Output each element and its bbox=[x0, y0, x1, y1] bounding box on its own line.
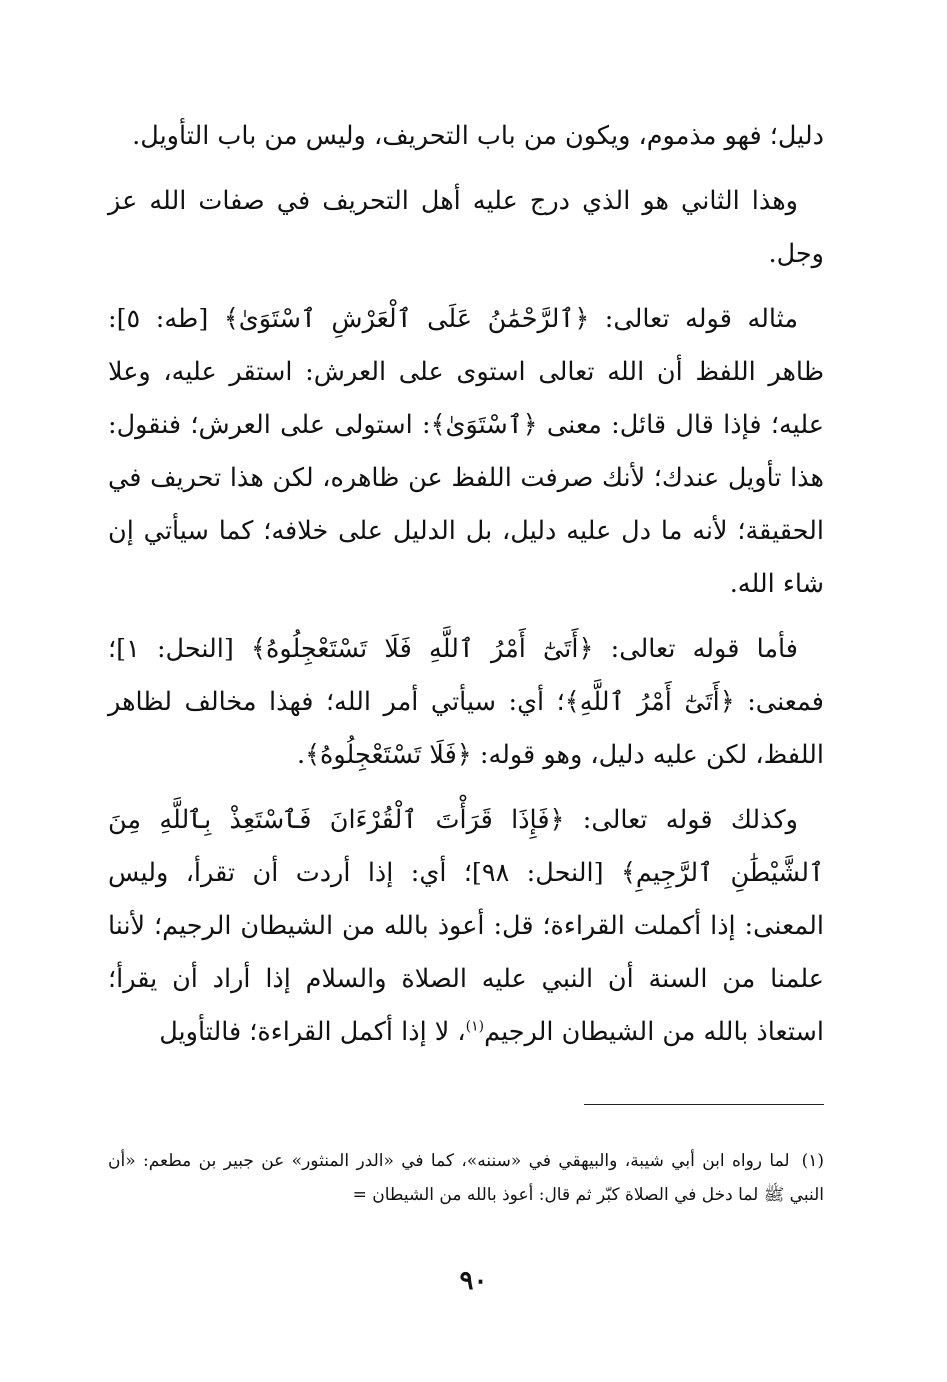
paragraph-text: [طه: ٥]: ظاهر اللفظ أن الله تعالى استوى على العرش: استقر عليه، وعلا عليه؛ فإذا قال قائل: معنى bbox=[108, 304, 824, 440]
quran-verse: ﴿أَتَىٰٓ أَمْرُ ٱللَّهِ﴾ bbox=[564, 687, 735, 717]
paragraph-text: [النحل: ٩٨]؛ أي: إذا أردت أن تقرأ، وليس المعنى: إذا أكملت القراءة؛ قل: أعوذ بالله من الشيطان الرجيم؛ لأننا علمنا من السنة أن النبي عليه الصلاة والسلام إذا أراد أن يقرأ؛ استعاذ بالله من الشيطان الرجيم bbox=[108, 858, 824, 1047]
quran-verse: ﴿ٱسْتَوَىٰ﴾ bbox=[430, 410, 538, 440]
paragraph-text: فأما قوله تعالى: bbox=[593, 634, 798, 664]
paragraph-text: : استولى على العرش؛ فنقول: هذا تأويل عندك؛ لأنك صرفت اللفظ عن ظاهره، لكن هذا تحريف في الحقيقة؛ لأنه ما دل عليه دليل، بل الدليل على خلافه؛ كما سيأتي إن شاء الله. bbox=[108, 410, 824, 599]
paragraph-text: ؛ أي: سيأتي أمر الله؛ فهذا مخالف لظاهر اللفظ، لكن عليه دليل، وهو قوله: bbox=[108, 687, 824, 770]
footnote-number: (١) bbox=[801, 1151, 824, 1171]
page-number: ٩٠ bbox=[459, 1266, 488, 1296]
paragraph-text: دليل؛ فهو مذموم، ويكون من باب التحريف، وليس من باب التأويل. bbox=[132, 121, 824, 151]
paragraph bbox=[108, 110, 824, 163]
footnote bbox=[108, 1144, 824, 1212]
paragraph bbox=[108, 175, 824, 281]
paragraph bbox=[108, 293, 824, 611]
quran-verse: ﴿أَتَىٰٓ أَمْرُ ٱللَّهِ فَلَا تَسْتَعْجِلُوهُ﴾ bbox=[251, 634, 594, 664]
main-text bbox=[108, 110, 824, 1071]
footnote-text: لما رواه ابن أبي شيبة، والبيهقي في «سننه»، كما في «الدر المنثور» عن جبير بن مطعم: «أن النبي ﷺ لما دخل في الصلاة كبّر ثم قال: أعوذ بالله من الشيطان = bbox=[108, 1151, 824, 1205]
paragraph-text: مثاله قوله تعالى: bbox=[589, 304, 799, 334]
footnote-separator bbox=[584, 1104, 824, 1105]
paragraph-text: . bbox=[296, 740, 306, 770]
quran-verse: ﴿فَلَا تَسْتَعْجِلُوهُ﴾ bbox=[305, 740, 472, 770]
paragraph bbox=[108, 623, 824, 782]
footnote-reference: (١) bbox=[465, 1018, 485, 1035]
quran-verse: ﴿فَإِذَا قَرَأْتَ ٱلْقُرْءَانَ فَٱسْتَعِذْ بِٱللَّهِ مِنَ ٱلشَّيْطَٰنِ ٱلرَّجِيمِ﴾ bbox=[108, 805, 824, 888]
paragraph-text: وهذا الثاني هو الذي درج عليه أهل التحريف في صفات الله عز وجل. bbox=[108, 186, 824, 269]
quran-verse: ﴿ٱلرَّحْمَٰنُ عَلَى ٱلْعَرْشِ ٱسْتَوَىٰ﴾ bbox=[223, 304, 590, 334]
footnotes bbox=[108, 1144, 824, 1212]
paragraph-text: وكذلك قوله تعالى: bbox=[564, 805, 798, 835]
paragraph bbox=[108, 794, 824, 1059]
paragraph-text: ، لا إذا أكمل القراءة؛ فالتأويل bbox=[159, 1017, 466, 1047]
paragraph-text: [النحل: ١]؛ فمعنى: bbox=[108, 634, 824, 717]
